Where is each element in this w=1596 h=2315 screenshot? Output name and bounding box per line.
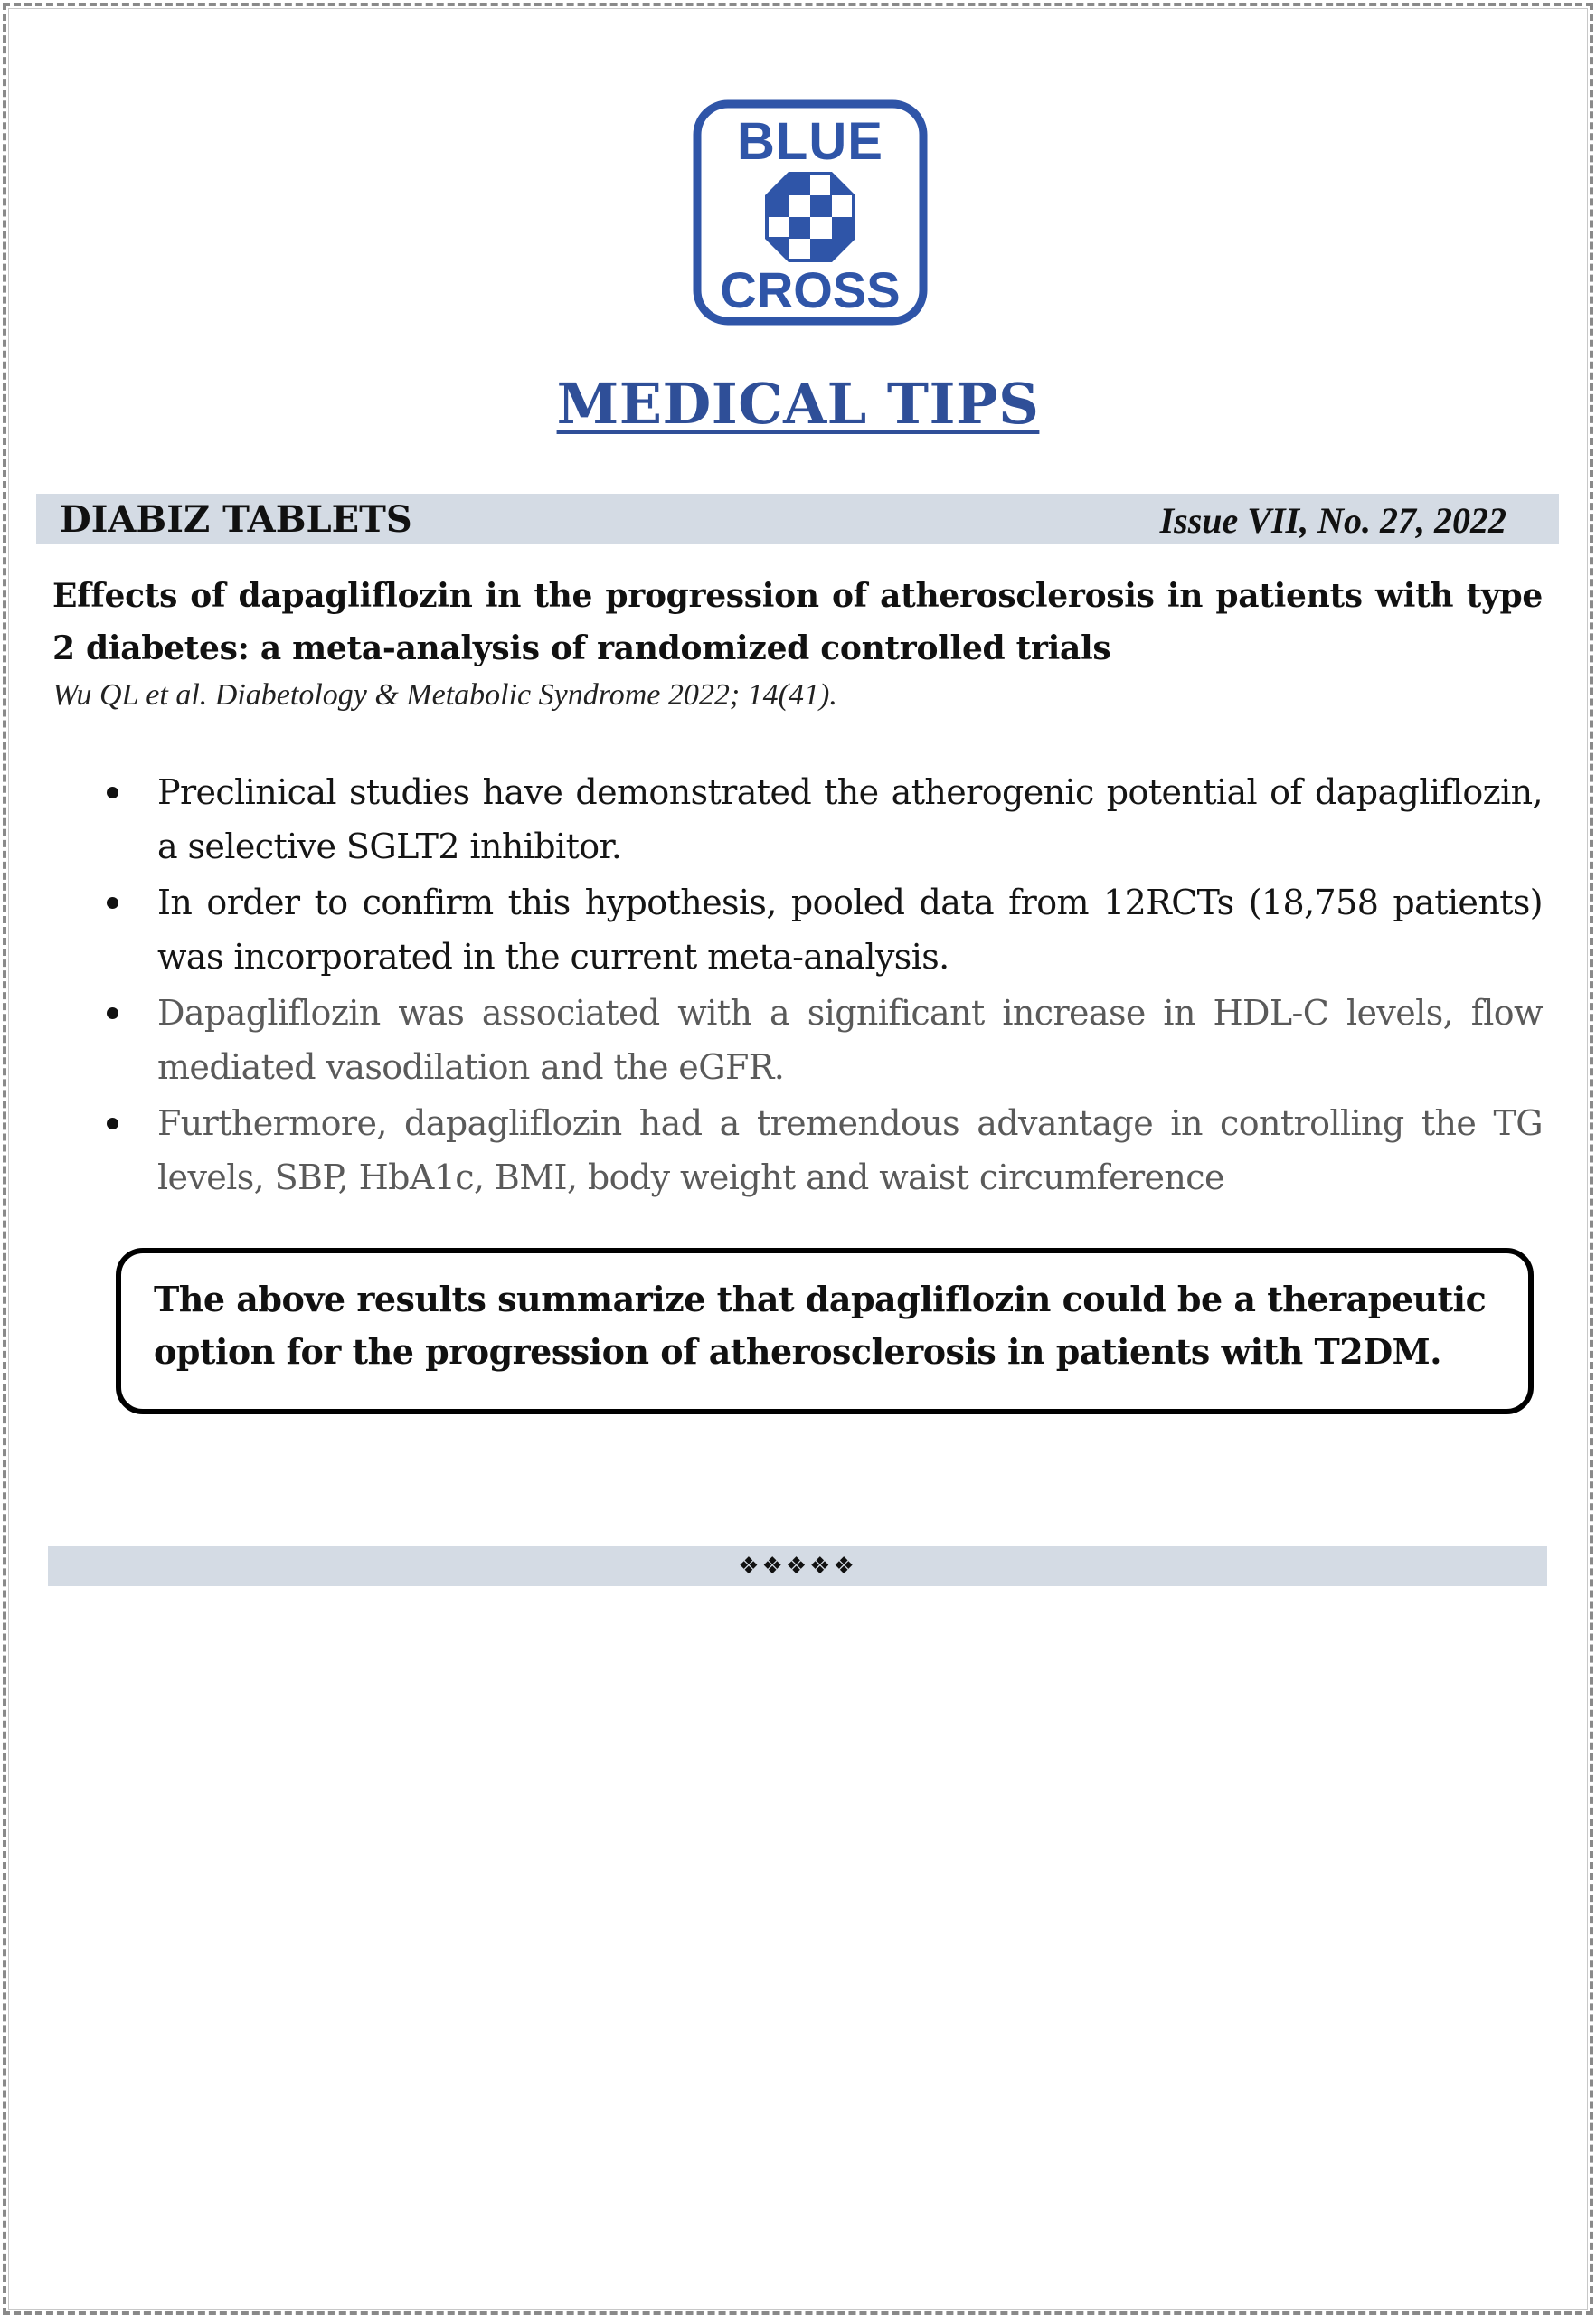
bullet-icon [107, 897, 118, 909]
bullet-icon [107, 1007, 118, 1019]
list-item-text: In order to confirm this hypothesis, pooled data from 12RCTs (18,758 patients) was incorporated in the current meta-analysis. [157, 883, 1543, 977]
issue-label: Issue VII, No. 27, 2022 [1159, 500, 1506, 541]
bullet-icon [107, 787, 118, 798]
list-item-text: Furthermore, dapagliflozin had a tremendous advantage in controlling the TG levels, SBP, HbA1c, BMI, body weight and waist circumference [157, 1103, 1543, 1197]
summary-box [116, 1248, 1534, 1414]
bullet-icon [107, 1118, 118, 1129]
list-item [157, 1096, 1543, 1205]
product-name: DIABIZ TABLETS [60, 498, 412, 541]
summary-text: The above results summarize that dapagliflozin could be a therapeutic option for the progression of atherosclerosis in patients with T2DM. [154, 1279, 1487, 1372]
footer-ornament: ❖❖❖❖❖ [738, 1553, 857, 1580]
article-title: Effects of dapagliflozin in the progression of atherosclerosis in patients with type 2 diabetes: a meta-analysis of randomized controlled trials [52, 577, 1543, 667]
list-item [157, 765, 1543, 874]
list-item-text: Dapagliflozin was associated with a significant increase in HDL-C levels, flow mediated vasodilation and the eGFR. [157, 993, 1543, 1087]
list-item-text: Preclinical studies have demonstrated the atherogenic potential of dapagliflozin, a selective SGLT2 inhibitor. [157, 772, 1543, 866]
list-item [157, 875, 1543, 984]
page-title-text: MEDICAL TIPS [556, 371, 1040, 437]
key-points-list [0, 765, 1596, 1206]
logo-text-blue: BLUE [737, 112, 883, 171]
blue-cross-logo-icon [693, 99, 928, 326]
logo-text-cross: CROSS [720, 261, 901, 318]
page-title [0, 371, 1596, 437]
article-citation: Wu QL et al. Diabetology & Metabolic Syndrome 2022; 14(41). [52, 678, 837, 712]
header-band [36, 494, 1559, 544]
list-item [157, 986, 1543, 1094]
footer-band [48, 1546, 1547, 1586]
